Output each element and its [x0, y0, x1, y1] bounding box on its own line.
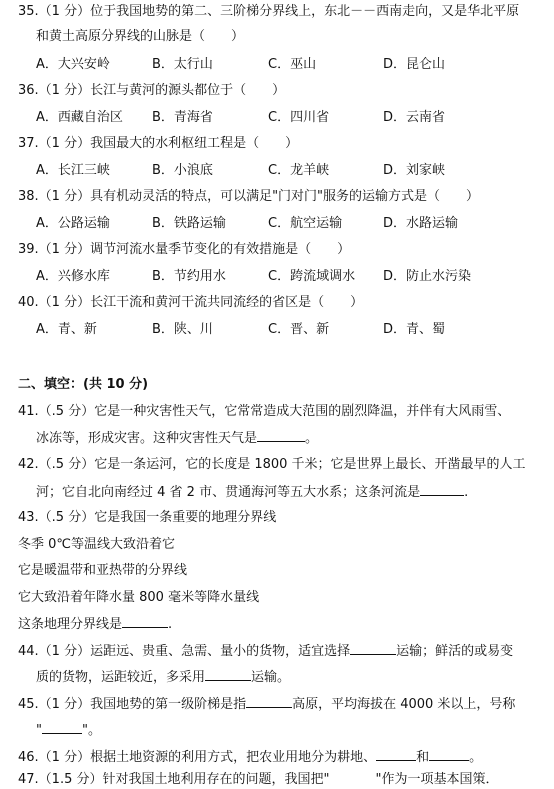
q37-stem: 37.（1 分）我国最大的水利枢纽工程是（ ） — [18, 136, 299, 151]
q44-text-d: 运输。 — [251, 670, 291, 685]
q37-option-c: C．龙羊峡 — [268, 163, 330, 178]
q40-option-a: A．青、新 — [36, 322, 97, 337]
q44-answer-blank-1[interactable] — [350, 642, 396, 655]
q44-answer-blank-2[interactable] — [205, 668, 251, 681]
q44-text-a: 44.（1 分）运距远、贵重、急需、量小的货物，适宜选择 — [18, 644, 351, 659]
q41-answer-blank[interactable] — [257, 429, 305, 442]
q46-answer-blank-2[interactable] — [429, 748, 469, 761]
q42-text-b: . — [464, 485, 469, 500]
q38-option-b: B．铁路运输 — [152, 216, 226, 231]
q45-text-d: "。 — [81, 723, 101, 738]
q45-text-c: " — [36, 723, 42, 738]
q43-clue-2: 它是暖温带和亚热带的分界线 — [18, 563, 188, 578]
q45-stem-line2 — [36, 721, 101, 740]
q40-option-c: C．晋、新 — [268, 322, 330, 337]
q45-text-a: 45.（1 分）我国地势的第一级阶梯是指 — [18, 697, 247, 712]
q36-option-c: C．四川省 — [268, 110, 330, 125]
q45-answer-blank-1[interactable] — [246, 695, 292, 708]
q42-stem-line1: 42.（.5 分）它是一条运河，它的长度是 1800 千米；它是世界上最长、开凿最早的人工 — [18, 457, 526, 472]
q46-text-b: 和 — [416, 750, 430, 765]
q39-option-b: B．节约用水 — [152, 269, 226, 284]
q36-option-d: D．云南省 — [383, 110, 446, 125]
q41-text-a: 冰冻等，形成灾害。这种灾害性天气是 — [36, 431, 258, 446]
q35-option-a: A．大兴安岭 — [36, 57, 110, 72]
q35-option-b: B．太行山 — [152, 57, 213, 72]
q36-option-a: A．西藏自治区 — [36, 110, 123, 125]
q43-answer-blank[interactable] — [122, 615, 168, 628]
q35-stem-line1: 35.（1 分）位于我国地势的第二、三阶梯分界线上，东北－－西南走向，又是华北平原 — [18, 4, 520, 19]
q39-option-a: A．兴修水库 — [36, 269, 110, 284]
q37-option-b: B．小浪底 — [152, 163, 213, 178]
q46-text-a: 46.（1 分）根据土地资源的利用方式，把农业用地分为耕地、 — [18, 750, 377, 765]
q41-stem-line1: 41.（.5 分）它是一种灾害性天气，它常常造成大范围的剧烈降温，并伴有大风雨雪、 — [18, 404, 511, 419]
q47-text-a: 47.（1.5 分）针对我国土地利用存在的问题，我国把" — [18, 772, 330, 787]
q38-option-c: C．航空运输 — [268, 216, 343, 231]
q43-stem: 43.（.5 分）它是我国一条重要的地理分界线 — [18, 510, 277, 525]
q40-option-b: B．陕、川 — [152, 322, 213, 337]
q45-stem-line1 — [18, 695, 515, 714]
q35-stem-line2: 和黄土高原分界线的山脉是（ ） — [36, 29, 245, 44]
q35-option-c: C．巫山 — [268, 57, 317, 72]
q41-text-b: 。 — [305, 431, 319, 446]
q44-text-c: 质的货物，运距较近，多采用 — [36, 670, 206, 685]
q40-stem: 40.（1 分）长江干流和黄河干流共同流经的省区是（ ） — [18, 295, 364, 310]
q42-stem-line2 — [36, 483, 468, 502]
q44-stem-line2 — [36, 668, 290, 687]
q38-stem: 38.（1 分）具有机动灵活的特点，可以满足"门对门"服务的运输方式是（ ） — [18, 189, 480, 204]
q39-stem: 39.（1 分）调节河流水量季节变化的有效措施是（ ） — [18, 242, 351, 257]
q38-option-d: D．水路运输 — [383, 216, 459, 231]
q43-answer-line — [18, 615, 172, 634]
q44-stem-line1 — [18, 642, 513, 661]
q43-text-b: . — [168, 617, 173, 632]
q46-text-c: 。 — [469, 750, 483, 765]
q42-answer-blank[interactable] — [420, 483, 464, 496]
q43-clue-1: 冬季 0℃等温线大致沿着它 — [18, 537, 176, 552]
q46-stem — [18, 748, 482, 767]
q44-text-b: 运输；鲜活的或易变 — [396, 644, 514, 659]
section-heading-fill-in: 二、填空：(共 10 分) — [18, 377, 149, 392]
q36-stem: 36.（1 分）长江与黄河的源头都位于（ ） — [18, 83, 286, 98]
q42-text-a: 河；它自北向南经过 4 省 2 市、贯通海河等五大水系；这条河流是 — [36, 485, 421, 500]
q46-answer-blank-1[interactable] — [376, 748, 416, 761]
q35-option-d: D．昆仑山 — [383, 57, 446, 72]
q36-option-b: B．青海省 — [152, 110, 213, 125]
q37-option-a: A．长江三峡 — [36, 163, 110, 178]
q45-answer-blank-2[interactable] — [42, 721, 82, 734]
q43-text-a: 这条地理分界线是 — [18, 617, 123, 632]
q47-text-b: "作为一项基本国策． — [375, 772, 499, 787]
q38-option-a: A．公路运输 — [36, 216, 110, 231]
q39-option-c: C．跨流域调水 — [268, 269, 356, 284]
q47-answer-blank[interactable] — [329, 771, 375, 783]
q41-stem-line2 — [36, 429, 318, 448]
q45-text-b: 高原，平均海拔在 4000 米以上，号称 — [292, 697, 516, 712]
q40-option-d: D．青、蜀 — [383, 322, 446, 337]
q37-option-d: D．刘家峡 — [383, 163, 446, 178]
q39-option-d: D．防止水污染 — [383, 269, 472, 284]
q47-stem — [18, 771, 498, 789]
q43-clue-3: 它大致沿着年降水量 800 毫米等降水量线 — [18, 590, 260, 605]
